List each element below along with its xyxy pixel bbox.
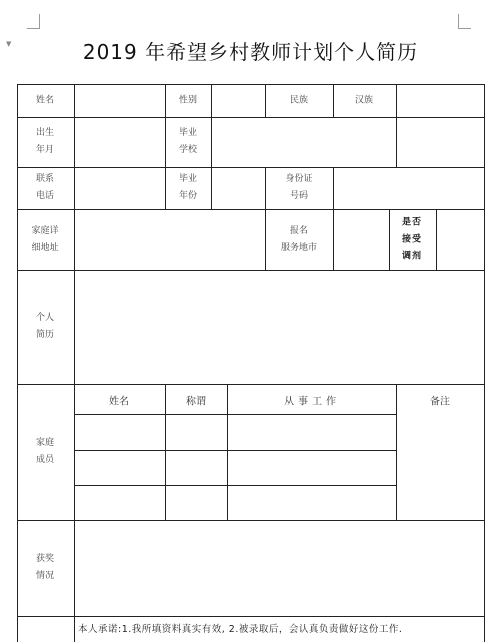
table-row-line [74, 485, 396, 486]
table-col-line [396, 117, 397, 167]
label-graduation-year: 毕业 年份 [178, 174, 198, 201]
table-col-line [165, 117, 166, 167]
table-row-line [17, 384, 485, 385]
family-col-header: 备注 [430, 396, 450, 408]
table-row-line [17, 616, 485, 617]
table-row-line [17, 117, 485, 118]
table-col-line [165, 84, 166, 117]
table-col-line [165, 384, 166, 520]
family-col-header: 称谓 [186, 396, 206, 408]
label-birth: 出生 年月 [35, 128, 55, 155]
table-row-line [17, 520, 485, 521]
table-col-line [165, 167, 166, 209]
label-apply-city: 报名 服务地市 [280, 226, 318, 253]
page-corner-mark [458, 14, 471, 29]
caret-down-icon[interactable]: ▼ [6, 40, 12, 48]
table-col-line [396, 84, 397, 117]
label-graduated-school: 毕业 学校 [178, 128, 198, 155]
label-home-address: 家庭详 细地址 [31, 226, 59, 253]
table-col-line [211, 167, 212, 209]
table-col-line [265, 84, 266, 117]
table-row-line [17, 209, 485, 210]
table-col-line [333, 84, 334, 117]
label-contact-phone: 联系 电话 [35, 174, 55, 201]
table-col-line [227, 384, 228, 520]
table-col-line [211, 117, 212, 167]
table-col-line [265, 167, 266, 209]
label-family-members: 家庭 成员 [35, 438, 55, 465]
table-row-line [74, 450, 396, 451]
label-id-number: 身份证 号码 [285, 174, 313, 201]
pledge-text: 本人承诺:1.我所填资料真实有效, 2.被录取后，会认真负责做好这份工作. [78, 624, 403, 635]
table-col-line [265, 209, 266, 270]
table-col-line [333, 167, 334, 209]
label-awards: 获奖 情况 [35, 554, 55, 581]
label-accept-transfer: 是否 接受 调剂 [401, 217, 423, 262]
label-name: 姓名 [35, 95, 55, 106]
label-personal-resume: 个人 简历 [35, 313, 55, 340]
document-title: 2019 年希望乡村教师计划个人简历 [82, 40, 419, 64]
label-gender: 性别 [178, 95, 198, 106]
table-row-line [17, 270, 485, 271]
table-col-line [396, 384, 397, 520]
table-row-line [74, 414, 396, 415]
table-col-line [211, 84, 212, 117]
label-ethnicity: 民族 [289, 95, 309, 106]
label-origin: 汉族 [354, 95, 374, 106]
table-col-line [436, 209, 437, 270]
page-corner-mark [27, 14, 40, 29]
table-col-line [74, 84, 75, 642]
table-col-line [389, 209, 390, 270]
family-col-header: 从事工作 [284, 396, 340, 408]
table-col-line [333, 209, 334, 270]
family-col-header: 姓名 [109, 396, 129, 408]
table-row-line [17, 167, 485, 168]
